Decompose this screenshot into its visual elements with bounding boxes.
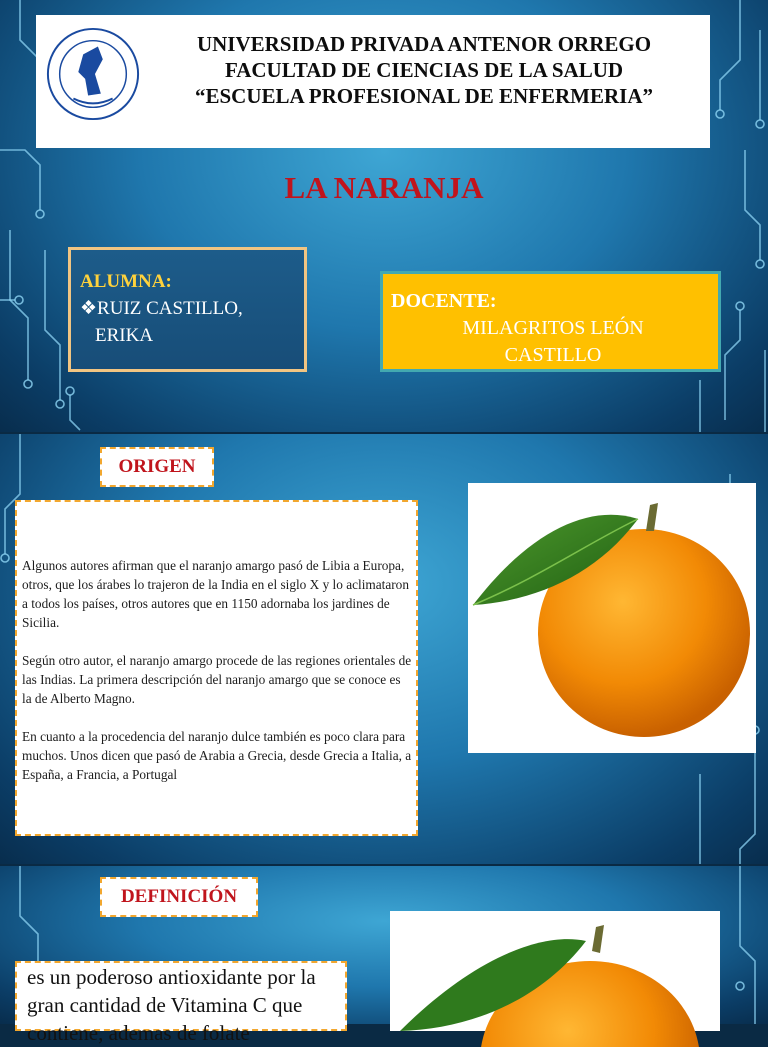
docente-box [380, 271, 721, 372]
header-line-school: “ESCUELA PROFESIONAL DE ENFERMERIA” [195, 84, 653, 108]
presentation-title: LA NARANJA [284, 170, 484, 205]
definicion-text: es un poderoso antioxidante por la gran cantidad de Vitamina C que contiene, ademas de folate [27, 965, 316, 1045]
origen-paragraph-3: En cuanto a la procedencia del naranjo dulce también es poco clara para muchos. Unos dicen que pasó de Arabia a Grecia, desde Grecia a Italia, a España, a Francia, a Portugal [22, 729, 412, 782]
header-line-faculty: FACULTAD DE CIENCIAS DE LA SALUD [224, 58, 624, 82]
docente-label: DOCENTE: [391, 290, 497, 312]
origen-text-box [15, 500, 418, 836]
section-heading-origen: ORIGEN [100, 447, 214, 487]
docente-name-line1: MILAGRITOS LEÓN [462, 317, 644, 339]
orange-photo-2 [390, 911, 720, 1031]
orange-fruit-icon [468, 483, 756, 753]
slide-origen [0, 434, 768, 864]
university-header [36, 15, 710, 148]
orange-fruit-icon [390, 911, 720, 1031]
docente-name-line2: CASTILLO [504, 344, 602, 366]
alumna-box [68, 247, 307, 372]
alumna-label: ALUMNA: [80, 271, 172, 292]
origen-paragraph-2: Según otro autor, el naranjo amargo procede de las regiones orientales de las Indias. La primera descripción del naranjo amargo que se conoce es la de Alberto Magno. [22, 653, 412, 706]
origen-paragraph-1: Algunos autores afirman que el naranjo amargo pasó de Libia a Europa, otros, que los árabes lo trajeron de la India en el siglo X y lo aclimataron a todos los países, otros autores que en 1150 adornaba los jardines de Sicilia. [22, 558, 409, 630]
bullet-icon: ❖ [80, 298, 98, 319]
orange-photo [468, 483, 756, 753]
header-line-university: UNIVERSIDAD PRIVADA ANTENOR ORREGO [196, 32, 652, 56]
alumna-name-line1: RUIZ CASTILLO, [97, 298, 243, 319]
section-heading-definicion: DEFINICIÓN [100, 877, 258, 917]
university-seal-icon [44, 25, 142, 123]
definicion-text-box [15, 961, 347, 1045]
slide-title [0, 0, 768, 432]
slide-definicion [0, 866, 768, 1045]
alumna-name-line2: ERIKA [95, 325, 154, 346]
